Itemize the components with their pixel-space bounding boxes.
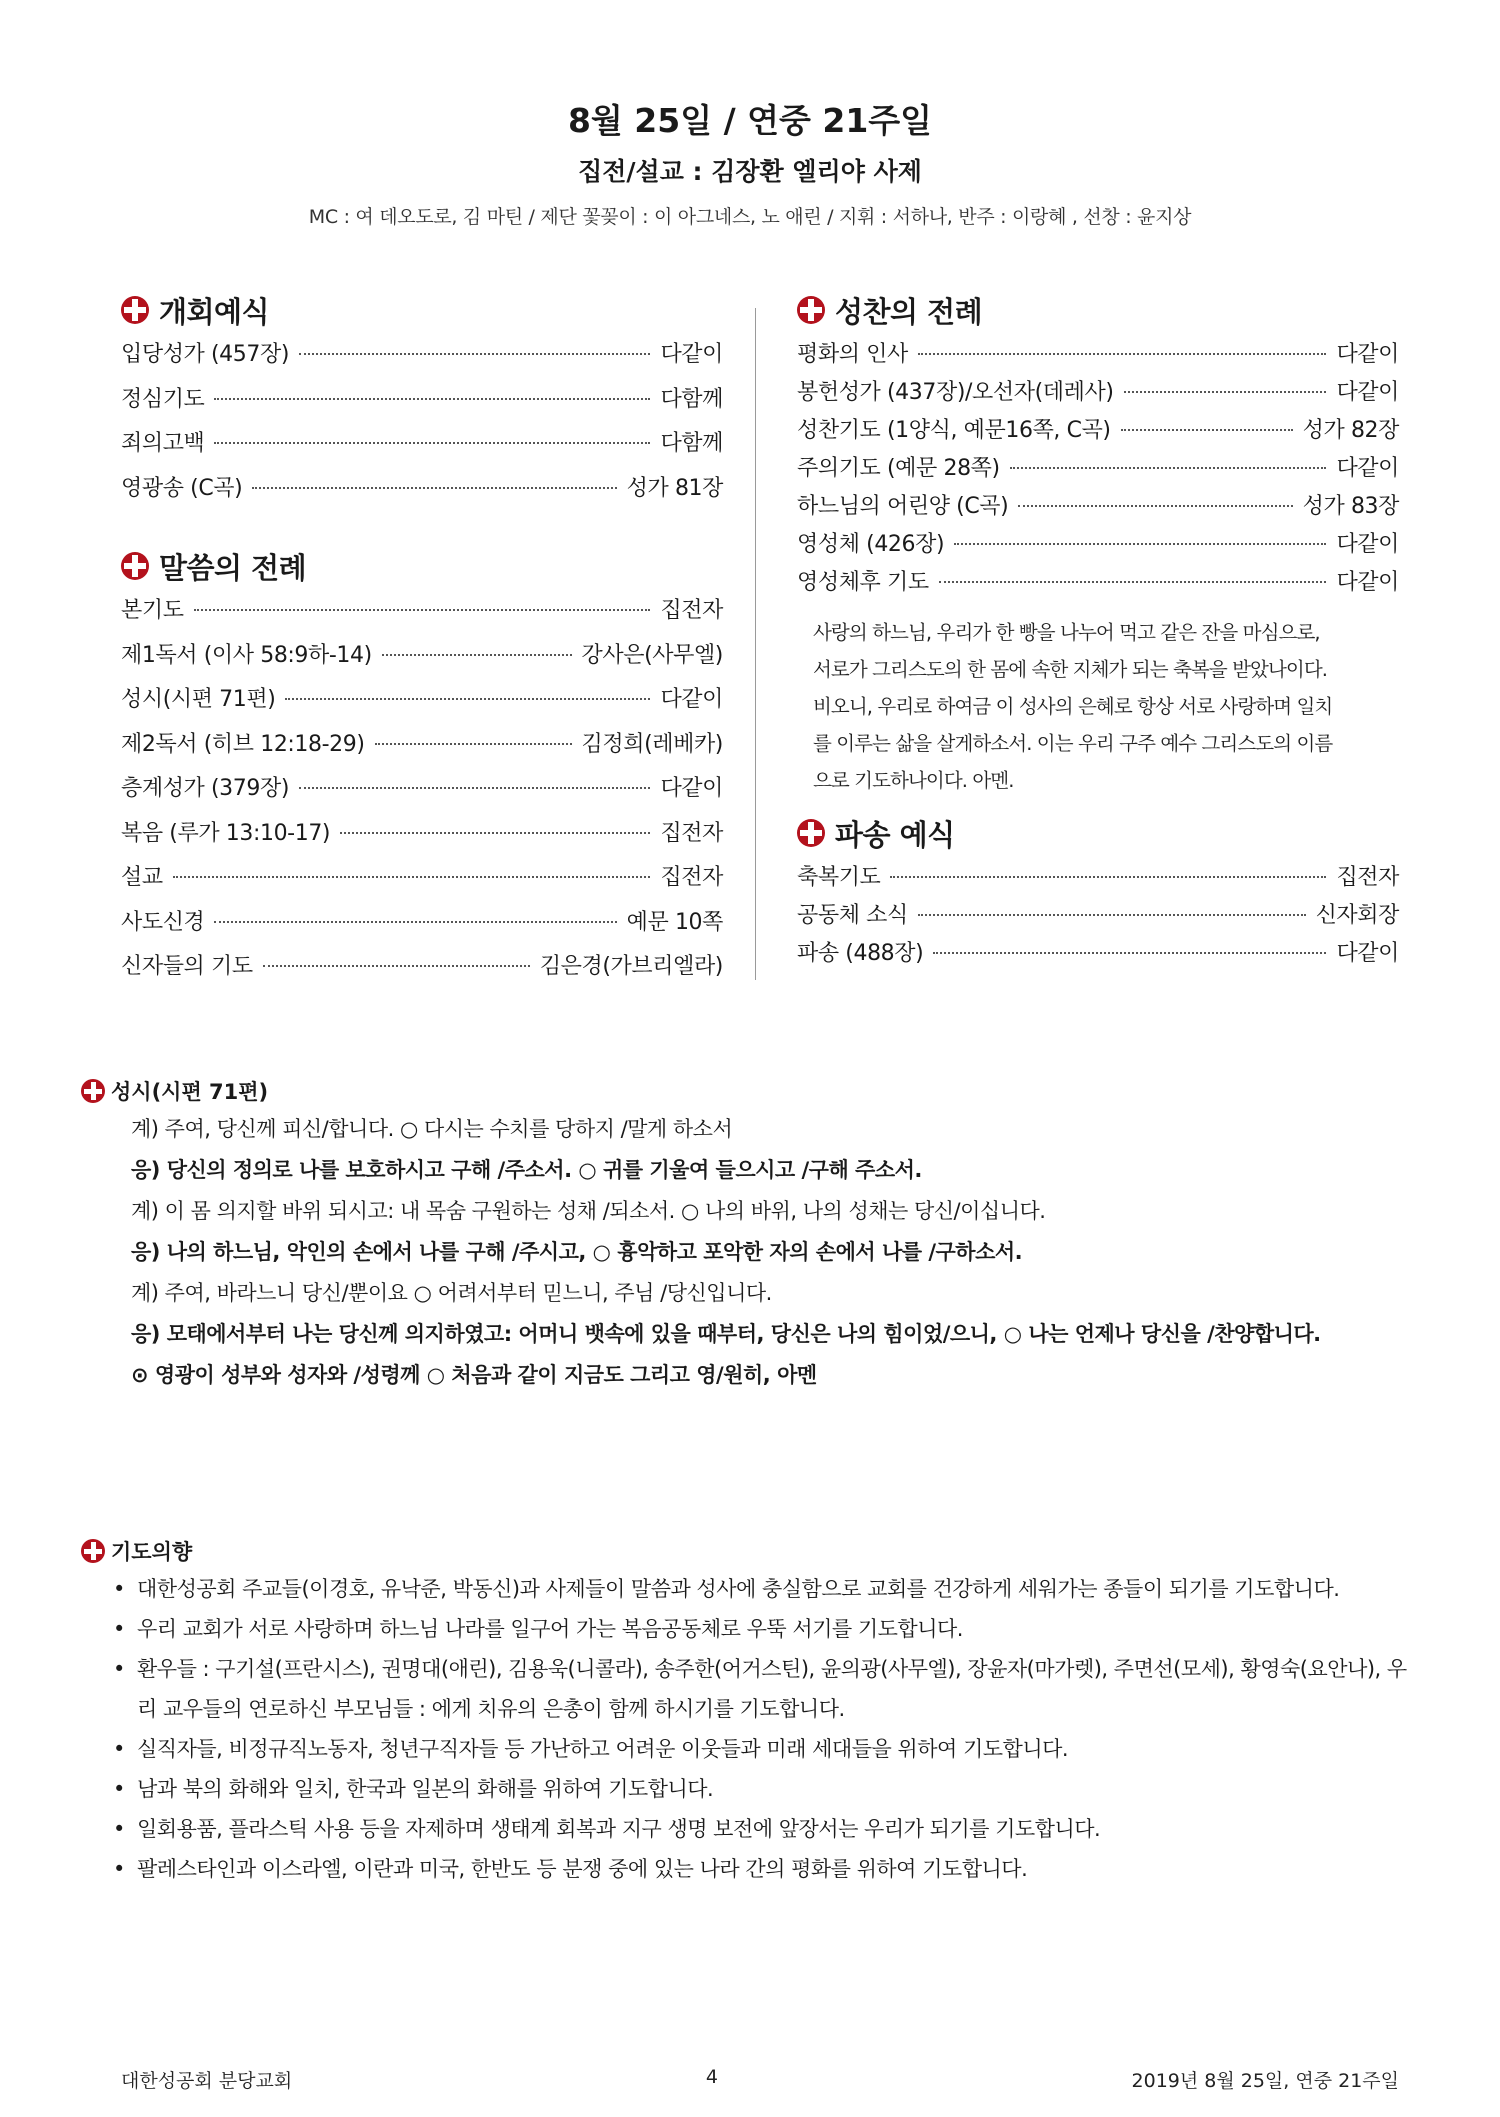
leader-dots <box>890 876 1326 878</box>
church-name: 대한성공회 분당교회 <box>121 2070 293 2092</box>
order-row: 봉헌성가 (437장)/오선자(데레사) 다같이 <box>797 380 1399 405</box>
leader-dots <box>263 965 530 967</box>
leader-dots <box>933 952 1326 954</box>
leader-dots <box>252 487 616 489</box>
order-row: 성찬기도 (1양식, 예문16쪽, C곡) 성가 82장 <box>797 418 1399 443</box>
leader-dots <box>214 398 650 400</box>
liturgy-left-column <box>121 288 723 999</box>
order-row: 제1독서 (이사 58:9하-14) 강사은(사무엘) <box>121 642 723 668</box>
order-row: 층계성가 (379장) 다같이 <box>121 776 723 801</box>
page-title: 8월 25일 / 연중 21주일 <box>567 101 933 140</box>
list-item: • 대한성공회 주교들(이경호, 유낙준, 박동신)과 사제들이 말씀과 성사에 충실함으로 교회를 건강하게 세워가는 종들이 되기를 기도합니다. <box>107 1569 1421 1609</box>
cross-icon <box>121 552 149 580</box>
psalm-section <box>81 1073 1421 1396</box>
order-row: 파송 (488장) 다같이 <box>797 941 1399 966</box>
leader-dots <box>1121 429 1293 431</box>
list-item: • 남과 북의 화해와 일치, 한국과 일본의 화해를 위하여 기도합니다. <box>107 1769 1421 1809</box>
page-header <box>0 98 1500 232</box>
section-opening-heading: 개회예식 <box>121 288 723 332</box>
order-row: 평화의 인사 다같이 <box>797 342 1399 367</box>
leader-dots <box>954 543 1326 545</box>
officiant-line: 집전/설교 : 김장환 엘리야 사제 <box>578 157 922 186</box>
list-item: • 일회용품, 플라스틱 사용 등을 자제하며 생태계 회복과 지구 생명 보전에 앞장서는 우리가 되기를 기도합니다. <box>107 1809 1421 1849</box>
order-row: 영성체 (426장) 다같이 <box>797 532 1399 557</box>
psalm-line: 응) 당신의 정의로 나를 보호하시고 구해 /주소서. ○ 귀를 기울여 들으시고 /구해 주소서. <box>131 1158 922 1182</box>
psalm-text <box>131 1109 1421 1396</box>
column-divider <box>755 308 756 980</box>
leader-dots <box>918 914 1306 916</box>
order-row: 주의기도 (예문 28쪽) 다같이 <box>797 456 1399 481</box>
psalm-line: 응) 나의 하느님, 악인의 손에서 나를 구해 /주시고, ○ 흉악하고 포악한 자의 손에서 나를 /구하소서. <box>131 1240 1023 1264</box>
psalm-heading: 성시(시편 71편) <box>81 1073 1421 1109</box>
order-row: 입당성가 (457장) 다같이 <box>121 342 723 367</box>
leader-dots <box>375 743 572 745</box>
section-dismissal-heading: 파송 예식 <box>797 811 1399 855</box>
leader-dots <box>382 654 572 656</box>
post-communion-prayer: 사랑의 하느님, 우리가 한 빵을 나누어 먹고 같은 잔을 마심으로, 서로가 그리스도의 한 몸에 속한 지체가 되는 축복을 받았나이다. 비오니, 우리로 하여금 이 성사의 은혜로 항상 서로 사랑하며 일치 를 이루는 삶을 살게하소서. 이는 우리 구주 예수 그리스도의 이름 으로 기도하나이다. 아멘. <box>813 621 1333 792</box>
order-row: 사도신경 예문 10쪽 <box>121 909 723 935</box>
psalm-line: 계) 주여, 바라느니 당신/뿐이요 ○ 어려서부터 믿느니, 주님 /당신입니다. <box>131 1281 772 1305</box>
section-word-heading: 말씀의 전례 <box>121 544 723 588</box>
psalm-line: 계) 이 몸 의지할 바위 되시고: 내 목숨 구원하는 성채 /되소서. ○ 나의 바위, 나의 성채는 당신/이십니다. <box>131 1199 1046 1223</box>
section-eucharist-heading: 성찬의 전례 <box>797 288 1399 332</box>
cross-icon <box>797 819 825 847</box>
page-footer <box>121 2066 1399 2093</box>
intentions-heading: 기도의향 <box>81 1533 1421 1569</box>
psalm-line: ⊙ 영광이 성부와 성자와 /성령께 ○ 처음과 같이 지금도 그리고 영/원히, 아멘 <box>131 1363 817 1387</box>
order-row: 영성체후 기도 다같이 <box>797 570 1399 595</box>
leader-dots <box>918 353 1327 355</box>
leader-dots <box>340 832 650 834</box>
order-row: 하느님의 어린양 (C곡) 성가 83장 <box>797 494 1399 519</box>
cross-icon <box>121 296 149 324</box>
leader-dots <box>1018 505 1292 507</box>
list-item: • 팔레스타인과 이스라엘, 이란과 미국, 한반도 등 분쟁 중에 있는 나라 간의 평화를 위하여 기도합니다. <box>107 1849 1421 1889</box>
order-row: 본기도 집전자 <box>121 598 723 623</box>
cross-icon <box>81 1079 105 1103</box>
list-item: • 환우들 : 구기설(프란시스), 권명대(애린), 김용욱(니콜라), 송주한(어거스틴), 윤의광(사무엘), 장윤자(마가렛), 주면선(모세), 황영숙(요안나), 우리 교우들의 연로하신 부모님들 : 에게 치유의 은총이 함께 하시기를 기도합니다. <box>107 1649 1421 1729</box>
liturgy-right-column <box>797 288 1399 979</box>
leader-dots <box>1010 467 1327 469</box>
leader-dots <box>939 581 1327 583</box>
leader-dots <box>299 787 650 789</box>
order-row: 죄의고백 다함께 <box>121 431 723 456</box>
eucharist-list <box>797 342 1399 608</box>
list-item: • 실직자들, 비정규직노동자, 청년구직자들 등 가난하고 어려운 이웃들과 미래 세대들을 위하여 기도합니다. <box>107 1729 1421 1769</box>
order-row: 신자들의 기도 김은경(가브리엘라) <box>121 954 723 979</box>
cross-icon <box>797 296 825 324</box>
opening-list <box>121 342 723 520</box>
leader-dots <box>1124 391 1327 393</box>
psalm-line: 응) 모태에서부터 나는 당신께 의지하였고: 어머니 뱃속에 있을 때부터, 당신은 나의 힘이었/으니, ○ 나는 언제나 당신을 /찬양합니다. <box>131 1322 1321 1346</box>
dismissal-list <box>797 865 1399 979</box>
leader-dots <box>285 698 650 700</box>
order-row: 복음 (루가 13:10-17) 집전자 <box>121 820 723 846</box>
order-row: 성시(시편 71편) 다같이 <box>121 687 723 712</box>
order-row: 설교 집전자 <box>121 865 723 890</box>
leader-dots <box>299 353 650 355</box>
list-item: • 우리 교회가 서로 사랑하며 하느님 나라를 일구어 가는 복음공동체로 우뚝 서기를 기도합니다. <box>107 1609 1421 1649</box>
leader-dots <box>173 876 651 878</box>
page-number: 4 <box>705 2066 718 2088</box>
ministers-line: MC : 여 데오도로, 김 마틴 / 제단 꽃꽂이 : 이 아그네스, 노 애린 / 지휘 : 서하나, 반주 : 이랑혜 , 선창 : 윤지상 <box>308 206 1192 228</box>
order-row: 공동체 소식 신자회장 <box>797 903 1399 928</box>
psalm-line: 계) 주여, 당신께 피신/합니다. ○ 다시는 수치를 당하지 /말게 하소서 <box>131 1117 733 1141</box>
order-row: 영광송 (C곡) 성가 81장 <box>121 475 723 501</box>
footer-date: 2019년 8월 25일, 연중 21주일 <box>1131 2070 1399 2092</box>
word-list <box>121 598 723 999</box>
cross-icon <box>81 1539 105 1563</box>
intentions-list <box>107 1569 1421 1889</box>
order-row: 제2독서 (히브 12:18-29) 김정희(레베카) <box>121 731 723 757</box>
order-row: 축복기도 집전자 <box>797 865 1399 890</box>
intentions-section <box>81 1533 1421 1889</box>
order-row: 정심기도 다함께 <box>121 386 723 412</box>
leader-dots <box>194 609 651 611</box>
leader-dots <box>214 921 616 923</box>
leader-dots <box>214 442 650 444</box>
